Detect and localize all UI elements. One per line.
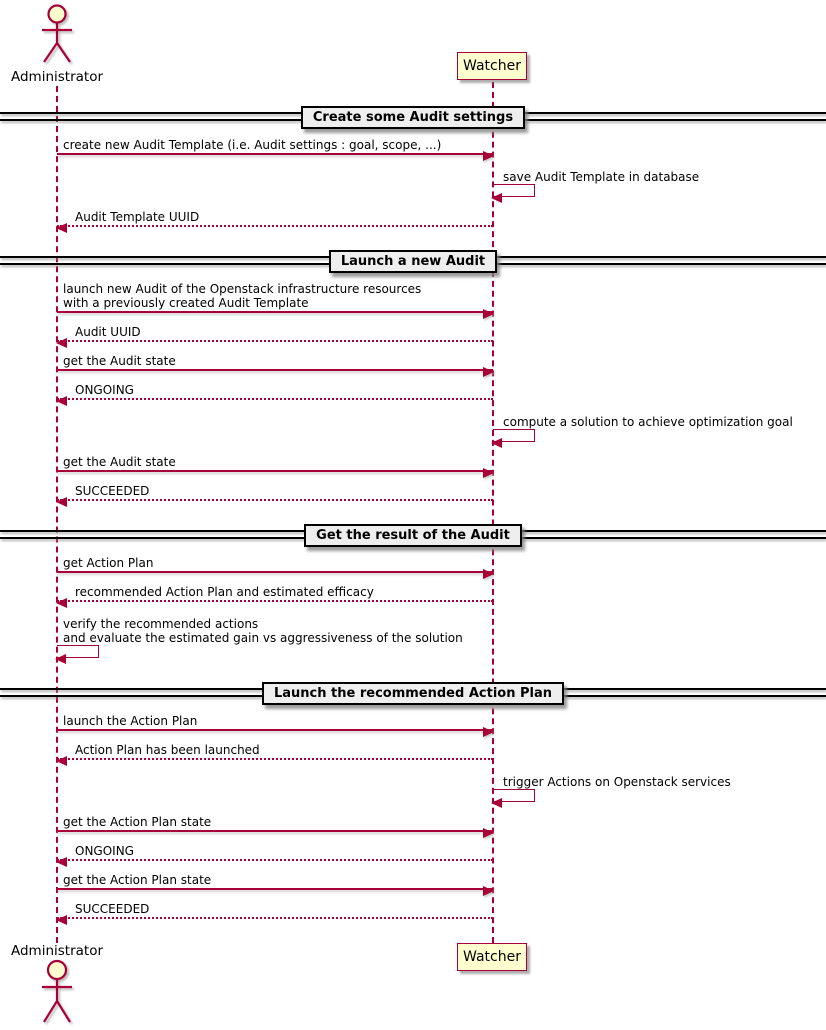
- section-divider: [0, 523, 826, 547]
- self-message: [0, 605, 826, 662]
- message-reply: [0, 576, 826, 605]
- message-label: [503, 775, 731, 789]
- self-arrow: [493, 789, 535, 802]
- message-text: create new Audit Template (i.e. Audit settings : goal, scope, ...): [63, 138, 442, 152]
- message-arrow: [57, 499, 493, 501]
- participant-watcher-bottom: Watcher: [457, 943, 527, 971]
- message-label: [63, 714, 197, 728]
- message-reply: [0, 734, 826, 763]
- message-label: [63, 354, 176, 368]
- message-text: with a previously created Audit Template: [63, 296, 309, 310]
- arrowhead-icon: [56, 497, 67, 507]
- self-message: [0, 403, 826, 446]
- message-request: [0, 547, 826, 576]
- section-title: Launch a new Audit: [329, 250, 497, 273]
- message-label: [75, 383, 134, 397]
- arrowhead-icon: [56, 915, 67, 925]
- section-divider: [0, 249, 826, 273]
- message-label: [75, 484, 149, 498]
- participant-watcher-top: Watcher: [457, 52, 527, 80]
- actor-label-bottom: Administrator: [10, 943, 104, 959]
- message-label: [75, 210, 199, 224]
- section-divider: [0, 105, 826, 129]
- message-reply: [0, 475, 826, 504]
- message-label: [503, 170, 699, 184]
- message-text: get the Action Plan state: [63, 815, 212, 829]
- message-text: launch new Audit of the Openstack infrastructure resources: [63, 282, 422, 296]
- message-text: recommended Action Plan and estimated efficacy: [75, 585, 374, 599]
- message-text: verify the recommended actions: [63, 617, 259, 631]
- message-label: [75, 585, 374, 599]
- message-text: launch the Action Plan: [63, 714, 198, 728]
- message-request: [0, 705, 826, 734]
- section-title: Launch the recommended Action Plan: [262, 682, 564, 705]
- message-arrow: [57, 888, 493, 890]
- message-text: Audit UUID: [75, 325, 141, 339]
- message-request: [0, 864, 826, 893]
- message-arrow: [57, 153, 493, 155]
- message-label: [75, 743, 260, 757]
- message-text: ONGOING: [75, 844, 134, 858]
- message-arrow: [57, 758, 493, 760]
- message-arrow: [57, 729, 493, 731]
- message-reply: [0, 201, 826, 230]
- message-text: compute a solution to achieve optimization goal: [503, 415, 793, 429]
- self-arrow: [493, 429, 535, 442]
- message-label: [63, 873, 211, 887]
- message-text: get the Audit state: [63, 354, 176, 368]
- self-arrow: [493, 184, 535, 197]
- message-arrow: [57, 340, 493, 342]
- message-arrow: [57, 311, 493, 313]
- message-label: [63, 282, 421, 310]
- arrowhead-icon: [55, 654, 66, 664]
- message-flow: [0, 86, 826, 922]
- person-stick-figure-icon: [37, 4, 77, 66]
- person-stick-figure-icon: [37, 957, 77, 1027]
- message-text: Action Plan has been launched: [75, 743, 260, 757]
- message-label: [63, 556, 153, 570]
- message-label: [75, 325, 141, 339]
- message-text: Audit Template UUID: [75, 210, 200, 224]
- message-arrow: [57, 917, 493, 919]
- message-arrow: [57, 369, 493, 371]
- section-title: Get the result of the Audit: [304, 524, 522, 547]
- message-text: trigger Actions on Openstack services: [503, 775, 731, 789]
- message-request: [0, 129, 826, 158]
- message-reply: [0, 374, 826, 403]
- message-label: [63, 138, 441, 152]
- message-arrow: [57, 225, 493, 227]
- message-request: [0, 273, 826, 316]
- message-label: [63, 815, 211, 829]
- message-text: ONGOING: [75, 383, 134, 397]
- message-label: [63, 455, 176, 469]
- message-text: get the Action Plan state: [63, 873, 212, 887]
- message-reply: [0, 835, 826, 864]
- message-label: [63, 617, 463, 645]
- message-arrow: [57, 859, 493, 861]
- message-reply: [0, 316, 826, 345]
- message-request: [0, 345, 826, 374]
- message-text: get the Audit state: [63, 455, 176, 469]
- self-arrow: [57, 645, 99, 658]
- message-reply: [0, 893, 826, 922]
- message-request: [0, 446, 826, 475]
- self-message: [0, 158, 826, 201]
- actor-label-top: Administrator: [10, 69, 104, 85]
- message-text: SUCCEEDED: [75, 484, 150, 498]
- section-divider: [0, 681, 826, 705]
- message-label: [75, 844, 134, 858]
- message-arrow: [57, 470, 493, 472]
- message-text: SUCCEEDED: [75, 902, 150, 916]
- message-arrow: [57, 571, 493, 573]
- section-title: Create some Audit settings: [301, 106, 525, 129]
- message-arrow: [57, 830, 493, 832]
- message-text: get Action Plan: [63, 556, 154, 570]
- message-request: [0, 806, 826, 835]
- message-arrow: [57, 600, 493, 602]
- arrowhead-icon: [56, 223, 67, 233]
- message-text: save Audit Template in database: [503, 170, 700, 184]
- message-arrow: [57, 398, 493, 400]
- message-text: and evaluate the estimated gain vs aggressiveness of the solution: [63, 631, 463, 645]
- message-label: [75, 902, 149, 916]
- self-message: [0, 763, 826, 806]
- message-label: [503, 415, 793, 429]
